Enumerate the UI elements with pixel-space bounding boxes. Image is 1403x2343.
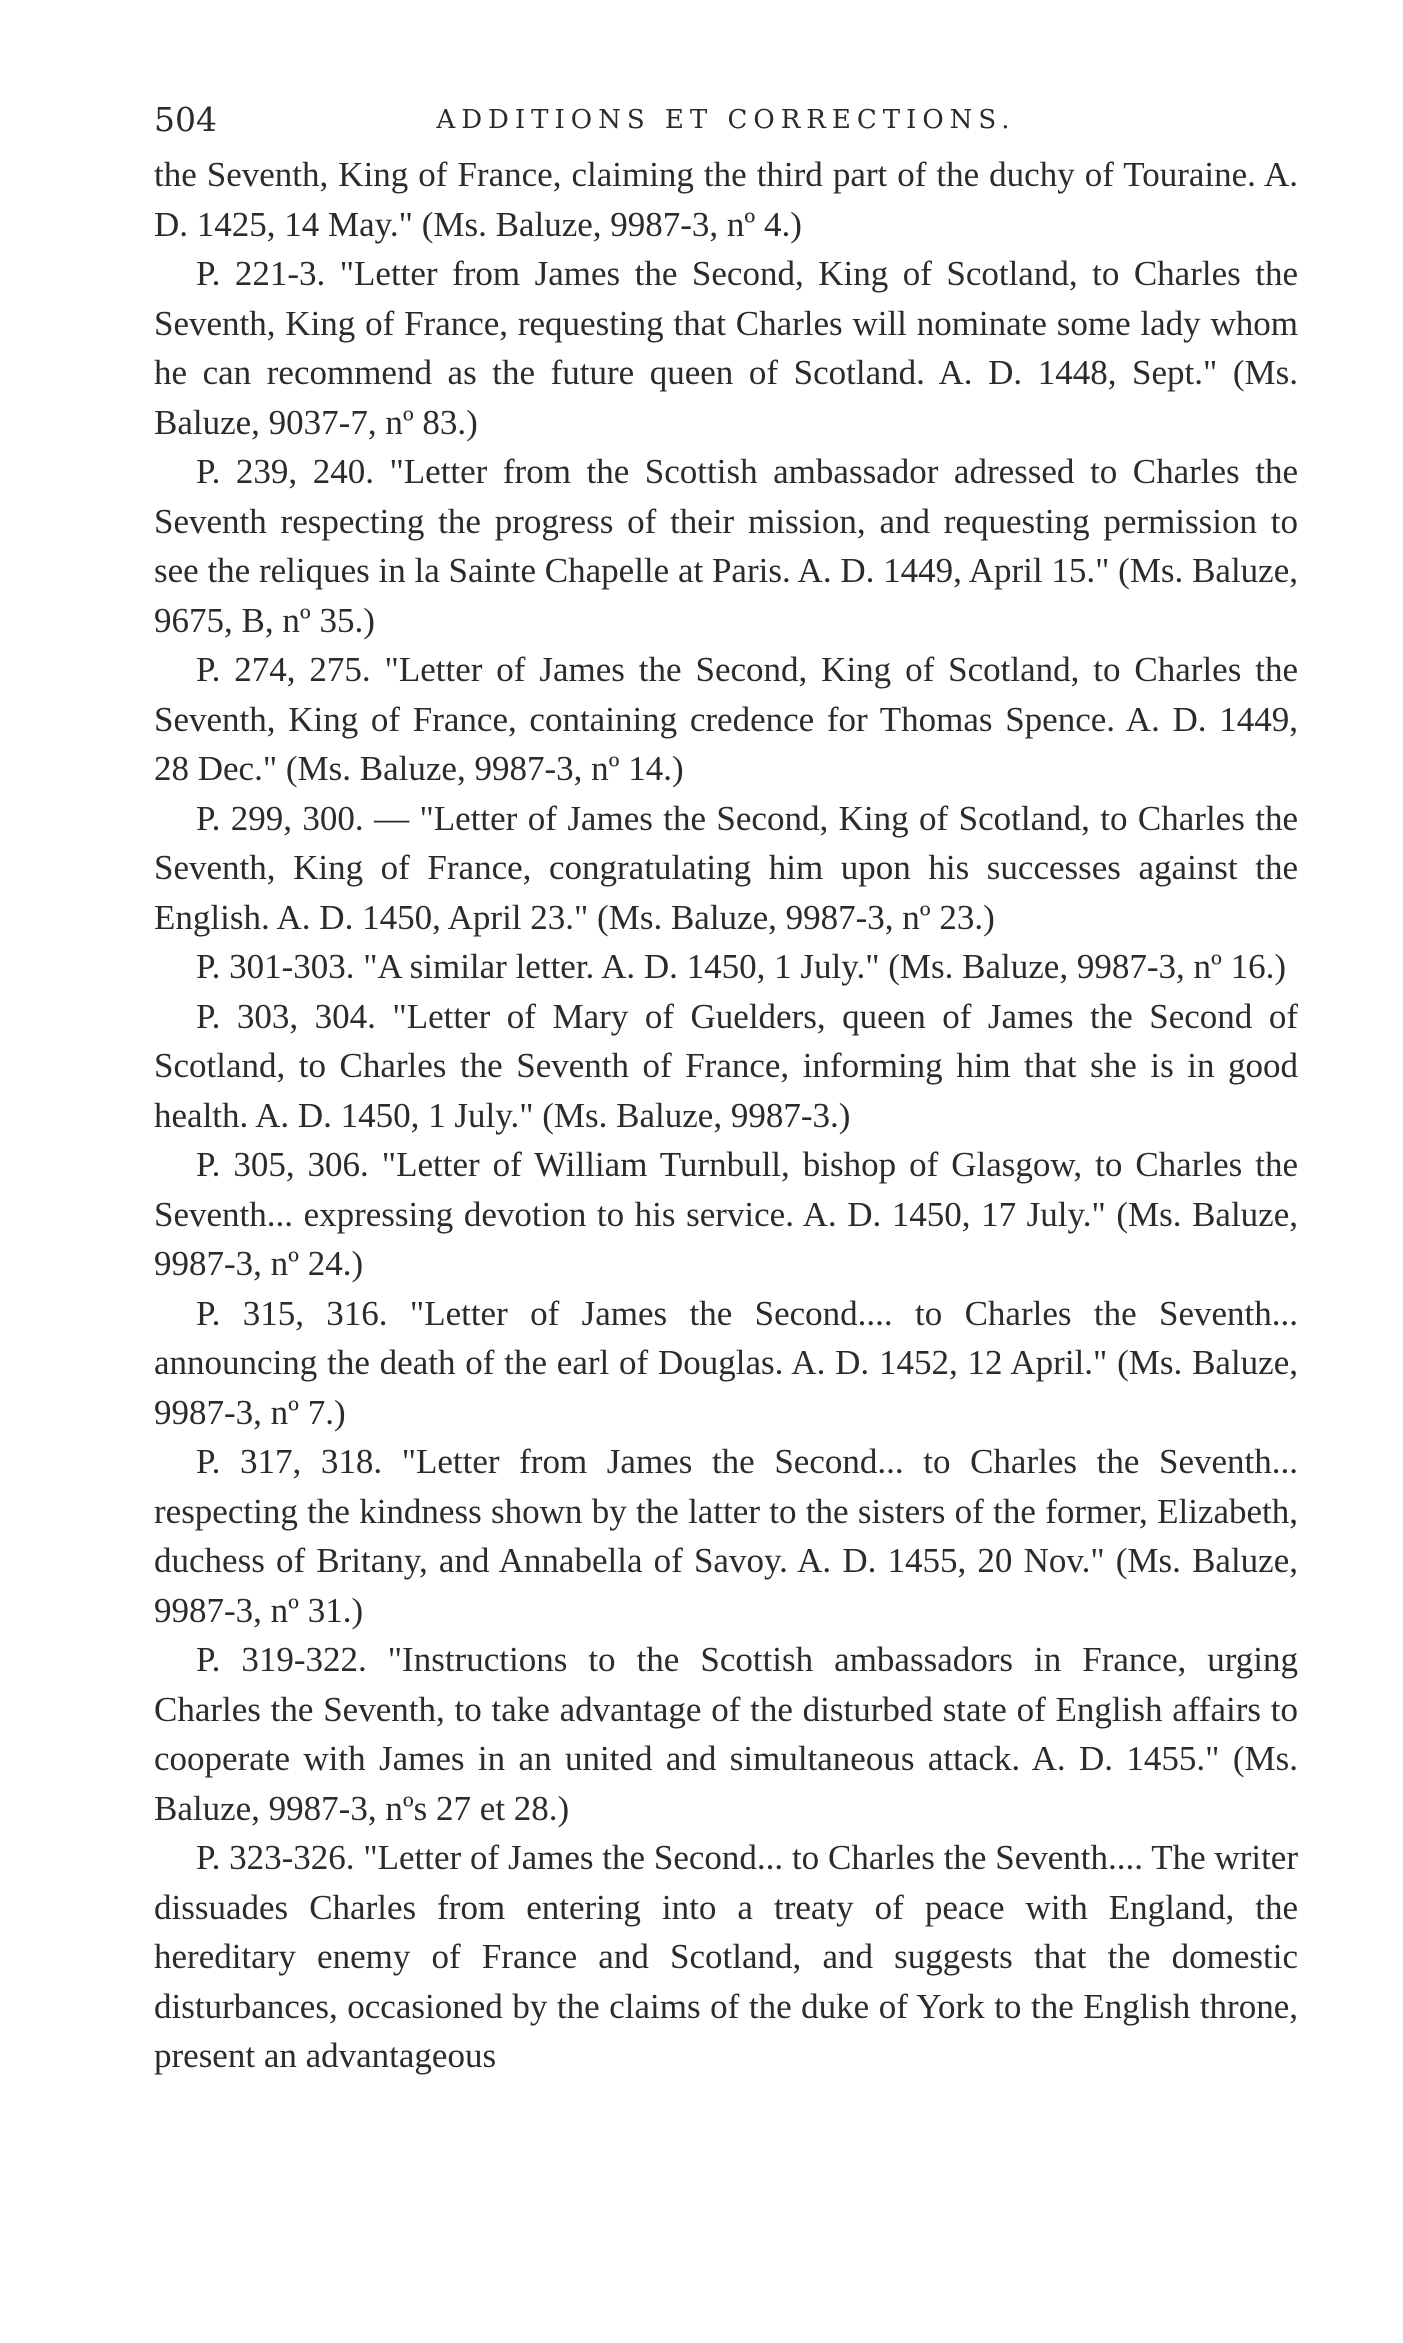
paragraph-continuation: the Seventh, King of France, claiming the third part of the duchy of Touraine. A. D. 1425, 14 May." (Ms. Baluze, 9987-3, nº 4.) <box>154 155 1298 244</box>
entry-p-301: P. 301-303. "A similar letter. A. D. 1450, 1 July." (Ms. Baluze, 9987-3, nº 16.) <box>196 947 1287 986</box>
entry-p-323: P. 323-326. "Letter of James the Second... to Charles the Seventh.... The writer dissuades Charles from entering into a treaty of peace with England, the hereditary enemy of France and Scotland, and suggests that the domestic disturbances, occasioned by the claims of the duke of York to the English throne, present an advantageous <box>154 1838 1298 2075</box>
running-head: ADDITIONS ET CORRECTIONS. <box>436 105 1016 135</box>
entry-p-274: P. 274, 275. "Letter of James the Second, King of Scotland, to Charles the Seventh, King of France, containing credence for Thomas Spence. A. D. 1449, 28 Dec." (Ms. Baluze, 9987-3, nº 14.) <box>154 650 1298 788</box>
entry-p-221: P. 221-3. "Letter from James the Second, King of Scotland, to Charles the Seventh, King of France, requesting that Charles will nominate some lady whom he can recommend as the future queen of Scotland. A. D. 1448, Sept." (Ms. Baluze, 9037-7, nº 83.) <box>154 254 1298 442</box>
entry-p-315: P. 315, 316. "Letter of James the Second.... to Charles the Seventh... announcing the death of the earl of Douglas. A. D. 1452, 12 April." (Ms. Baluze, 9987-3, nº 7.) <box>154 1293 1298 1432</box>
page-number: 504 <box>154 100 217 139</box>
entry-p-303: P. 303, 304. "Letter of Mary of Guelders, queen of James the Second of Scotland, to Charles the Seventh of France, informing him that she is in good health. A. D. 1450, 1 July." (Ms. Baluze, 9987-3.) <box>154 996 1298 1135</box>
entry-p-319: P. 319-322. "Instructions to the Scottish ambassadors in France, urging Charles the Seventh, to take advantage of the disturbed state of English affairs to cooperate with James in an united and simultaneous attack. A. D. 1455." (Ms. Baluze, 9987-3, nºs 27 et 28.) <box>154 1640 1298 1828</box>
entry-p-299: P. 299, 300. — "Letter of James the Second, King of Scotland, to Charles the Seventh, King of France, congratulating him upon his successes against the English. A. D. 1450, April 23." (Ms. Baluze, 9987-3, nº 23.) <box>154 798 1298 937</box>
entry-p-317: P. 317, 318. "Letter from James the Second... to Charles the Seventh... respecting the kindness shown by the latter to the sisters of the former, Elizabeth, duchess of Britany, and Annabella of Savoy. A. D. 1455, 20 Nov." (Ms. Baluze, 9987-3, nº 31.) <box>154 1442 1298 1630</box>
entry-p-239: P. 239, 240. "Letter from the Scottish ambassador adressed to Charles the Seventh respecting the progress of their mission, and requesting permission to see the reliques in la Sainte Chapelle at Paris. A. D. 1449, April 15." (Ms. Baluze, 9675, B, nº 35.) <box>154 452 1298 640</box>
body-text <box>154 150 1298 2081</box>
page-header <box>154 100 1298 140</box>
entry-p-305: P. 305, 306. "Letter of William Turnbull, bishop of Glasgow, to Charles the Seventh... expressing devotion to his service. A. D. 1450, 17 July." (Ms. Baluze, 9987-3, nº 24.) <box>154 1145 1298 1283</box>
